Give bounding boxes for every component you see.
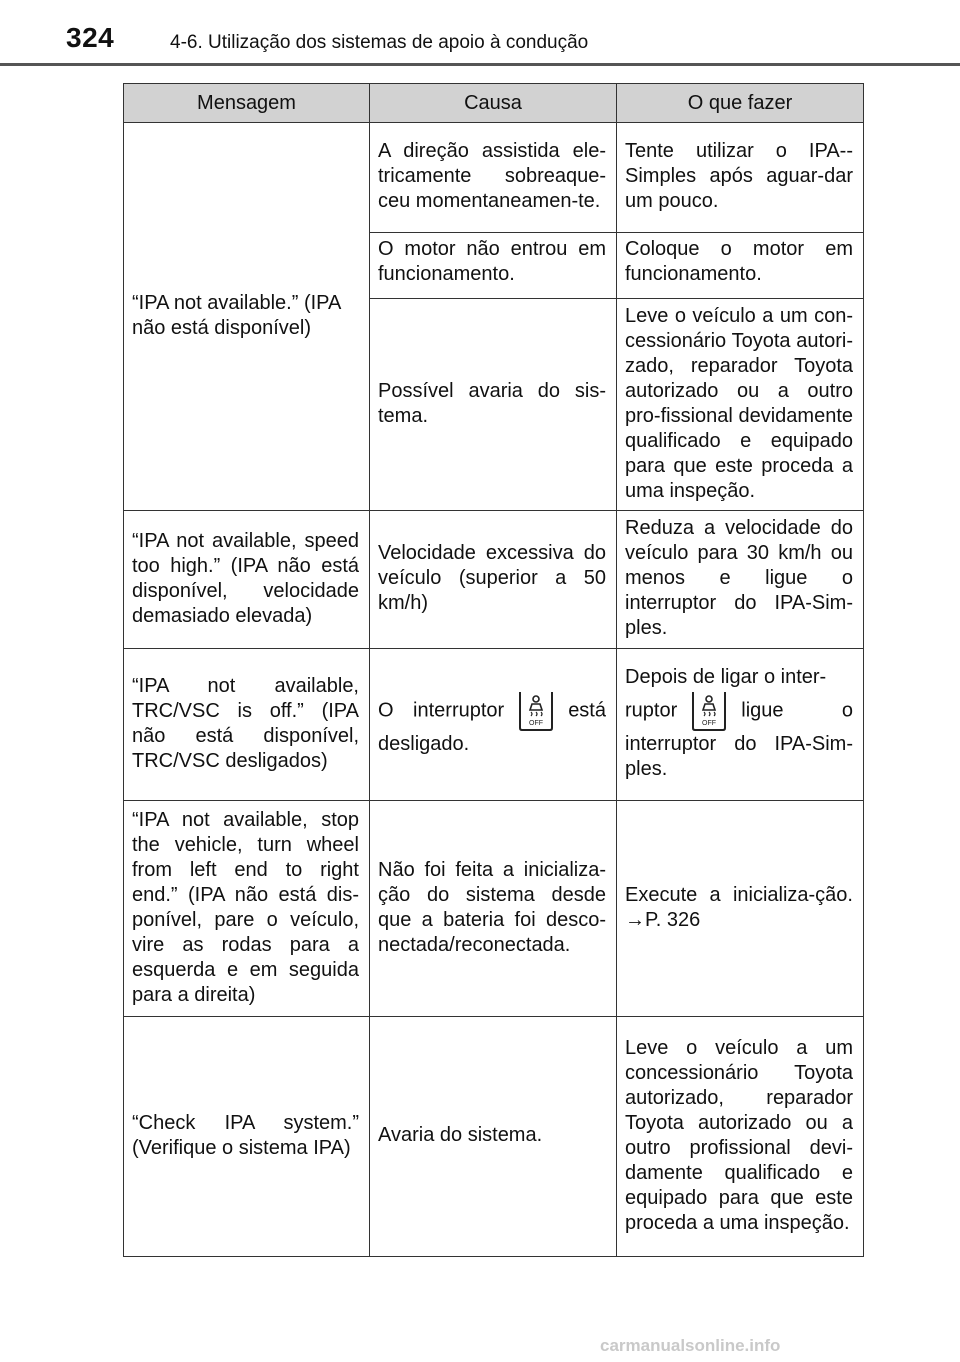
action-cell: Leve o veículo a um con-cessionário Toyota autori-zado, reparador Toyota autorizado ou a outro pro-fissional devidamente qualificado e equipado para que este proceda a uma inspeção.	[617, 299, 864, 511]
column-header-message: Mensagem	[124, 84, 370, 123]
cause-cell	[370, 649, 617, 801]
vsc-off-switch-icon	[689, 690, 729, 732]
column-header-action: O que fazer	[617, 84, 864, 123]
message-cell: “IPA not available.” (IPA não está disponível)	[124, 123, 370, 511]
column-header-cause: Causa	[370, 84, 617, 123]
cause-cell: Não foi feita a inicializa-ção do sistema desde que a bateria foi desco-nectada/reconectada.	[370, 801, 617, 1017]
action-cell: Leve o veículo a um concessionário Toyota autorizado, reparador Toyota autorizado ou a outro profissional devi-damente qualificado e equipado para que este proceda a uma inspeção.	[617, 1017, 864, 1257]
watermark: carmanualsonline.info	[600, 1336, 781, 1355]
off-label: OFF	[702, 720, 717, 727]
message-cell: “Check IPA system.” (Verifique o sistema IPA)	[124, 1017, 370, 1257]
cause-text-after-icon: está desligado.	[378, 699, 606, 755]
page-header	[0, 0, 960, 68]
cause-text-before-icon: O interruptor	[378, 699, 505, 722]
table-row	[124, 1017, 864, 1257]
cause-cell: Velocidade excessiva do veículo (superior a 50 km/h)	[370, 511, 617, 649]
cause-cell: O motor não entrou em funcionamento.	[370, 233, 617, 299]
table-row	[124, 649, 864, 801]
action-cell: Execute a inicializa-ção. →P. 326	[617, 801, 864, 1017]
message-cell: “IPA not available, stop the vehicle, turn wheel from left end to right end.” (IPA não está dis-ponível, pare o veículo, vire as rodas para a esquerda e em seguida para a direita)	[124, 801, 370, 1017]
action-cell: Reduza a velocidade do veículo para 30 km/h ou menos e ligue o interruptor do IPA-Sim-ples.	[617, 511, 864, 649]
page-number: 324	[66, 22, 115, 53]
section-title: 4-6. Utilização dos sistemas de apoio à condução	[170, 32, 589, 53]
action-cell	[617, 649, 864, 801]
action-cell: Coloque o motor em funcionamento.	[617, 233, 864, 299]
message-cell: “IPA not available, TRC/VSC is off.” (IPA não está disponível, TRC/VSC desligados)	[124, 649, 370, 801]
action-text-line: Depois de ligar o inter-	[625, 666, 827, 688]
vsc-off-switch-icon	[516, 690, 556, 732]
off-label: OFF	[529, 720, 544, 727]
cause-cell: A direção assistida ele-tricamente sobreaque-ceu momentaneamen-te.	[370, 123, 617, 233]
table-row	[124, 511, 864, 649]
table-row	[124, 123, 864, 233]
message-cell: “IPA not available, speed too high.” (IPA não está disponível, velocidade demasiado elevada)	[124, 511, 370, 649]
action-text-before-icon: ruptor	[625, 699, 678, 722]
header-divider	[0, 63, 960, 66]
table-row	[124, 801, 864, 1017]
table-header-row	[124, 84, 864, 123]
messages-table	[123, 83, 864, 1257]
action-cell: Tente utilizar o IPA--Simples após aguar-dar um pouco.	[617, 123, 864, 233]
action-text-after-icon: ligue o interruptor do IPA-Sim-ples.	[625, 699, 853, 780]
cause-cell: Possível avaria do sis-tema.	[370, 299, 617, 511]
cause-cell: Avaria do sistema.	[370, 1017, 617, 1257]
